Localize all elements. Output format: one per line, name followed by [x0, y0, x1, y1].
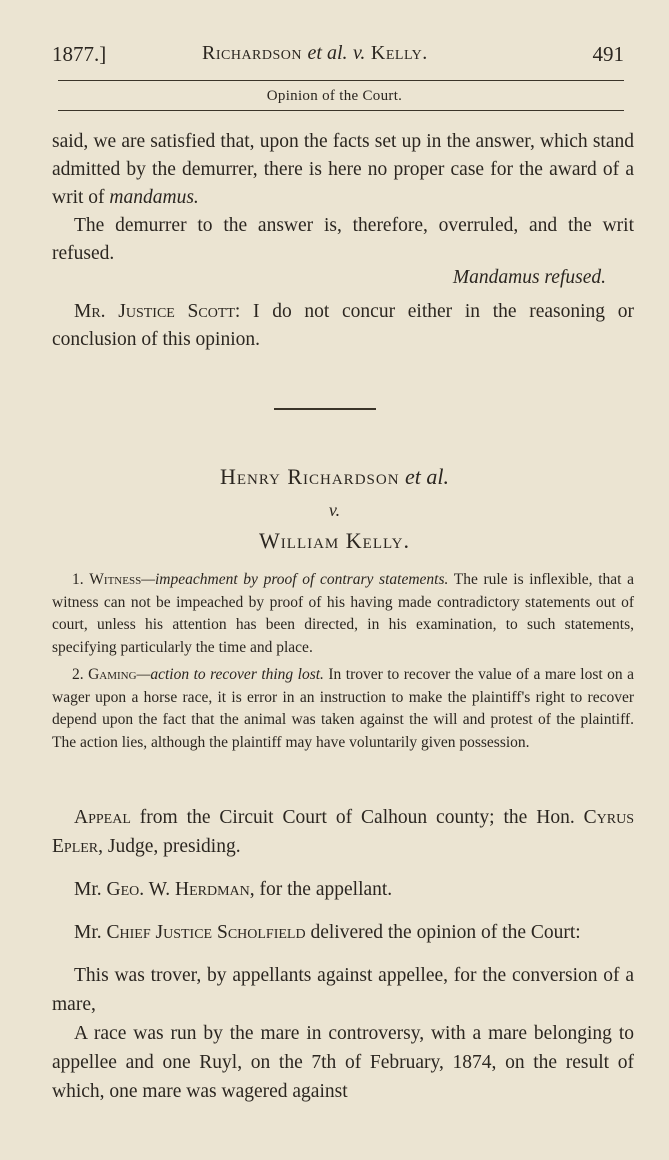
appeal-text: from the Circuit Court of Calhoun county; the Hon.	[130, 807, 584, 828]
appeal-paragraph	[52, 803, 634, 861]
header-case-title	[202, 42, 428, 65]
judge-text: , Judge, presiding.	[98, 836, 241, 857]
plaintiff-etal: et al.	[405, 464, 450, 489]
defendant-name: William Kelly.	[259, 528, 410, 553]
paragraph: The demurrer to the answer is, therefore, overruled, and the writ refused.	[52, 215, 634, 264]
chief-prefix: Mr.	[74, 922, 107, 943]
syllabus-item	[52, 664, 634, 754]
syllabus-item	[52, 569, 634, 659]
syllabus-number: 1.	[72, 571, 84, 588]
chief-justice: Chief Justice Scholfield	[106, 922, 306, 943]
syllabus-subtopic: —action to recover thing lost.	[136, 666, 324, 683]
syllabus-topic: Witness	[89, 571, 142, 588]
header-year: 1877.]	[52, 42, 107, 66]
syllabus-text: In trover to recover the value of a mare lost on a wager upon a horse race, it is error in an instruction to make the plaintiff's right to recover depend upon the fact that the animal was taken against the will and protest of the plaintiff. The action lies, although the plaintiff may have voluntarily given possession.	[52, 666, 634, 751]
syllabus-subtopic: —impeachment by proof of contrary statements.	[141, 571, 449, 588]
dissent-judge: Mr. Justice Scott:	[74, 301, 241, 322]
disposition: Mandamus refused.	[452, 267, 606, 288]
paragraph	[52, 298, 634, 354]
section-divider	[274, 408, 376, 410]
caption-versus: v.	[328, 500, 341, 520]
trial-judge: Cyrus Epler	[52, 807, 634, 857]
dissent-note	[52, 298, 634, 354]
opinion-intro	[52, 918, 634, 947]
dissent-text: I do not concur either in the reasoning or conclusion of this opinion.	[52, 301, 634, 350]
paragraph: A race was run by the mare in controversy, with a mare belonging to appellee and one Ruyl, on the 7th of February, 1874, on the result of which, one mare was wagered against	[52, 1023, 634, 1102]
header-title-plaintiff: Richardson	[202, 42, 303, 64]
case-statement	[52, 803, 634, 1106]
counsel-paragraph	[52, 875, 634, 904]
running-head	[52, 42, 624, 72]
italic-term: mandamus.	[109, 187, 199, 208]
page-number: 491	[592, 42, 624, 66]
header-title-etal: et al.	[307, 42, 348, 64]
counsel-prefix: Mr.	[74, 879, 107, 900]
caption-plaintiff	[0, 464, 669, 490]
syllabus	[52, 569, 634, 759]
syllabus-topic: Gaming	[88, 666, 137, 683]
counsel-name: Geo. W. Herdman	[106, 879, 250, 900]
paragraph	[52, 128, 634, 212]
caption-defendant	[0, 528, 669, 554]
opinion-subhead: Opinion of the Court.	[266, 88, 403, 104]
header-rule-top	[58, 80, 624, 81]
prior-opinion-conclusion	[52, 128, 634, 292]
paragraph: This was trover, by appellants against appellee, for the conversion of a mare,	[52, 965, 634, 1015]
header-title-versus: v.	[353, 42, 366, 64]
syllabus-number: 2.	[72, 666, 84, 683]
syllabus-text: The rule is inflexible, that a witness can not be impeached by proof of his having made contradictory statements out of court, unless his attention has been directed, in his examination, to such statements, specifying particularly the time and place.	[52, 571, 634, 656]
header-title-defendant: Kelly.	[370, 42, 428, 64]
counsel-text: , for the appellant.	[249, 879, 393, 900]
header-rule-bottom	[58, 110, 624, 111]
paragraph-text: said, we are satisfied that, upon the facts set up in the answer, which stand admitted by the demurrer, there is here no proper case for the award of a writ of	[52, 131, 634, 208]
chief-text: delivered the opinion of the Court:	[305, 922, 581, 943]
appeal-label: Appeal	[74, 807, 131, 828]
plaintiff-name: Henry Richardson	[219, 464, 400, 489]
